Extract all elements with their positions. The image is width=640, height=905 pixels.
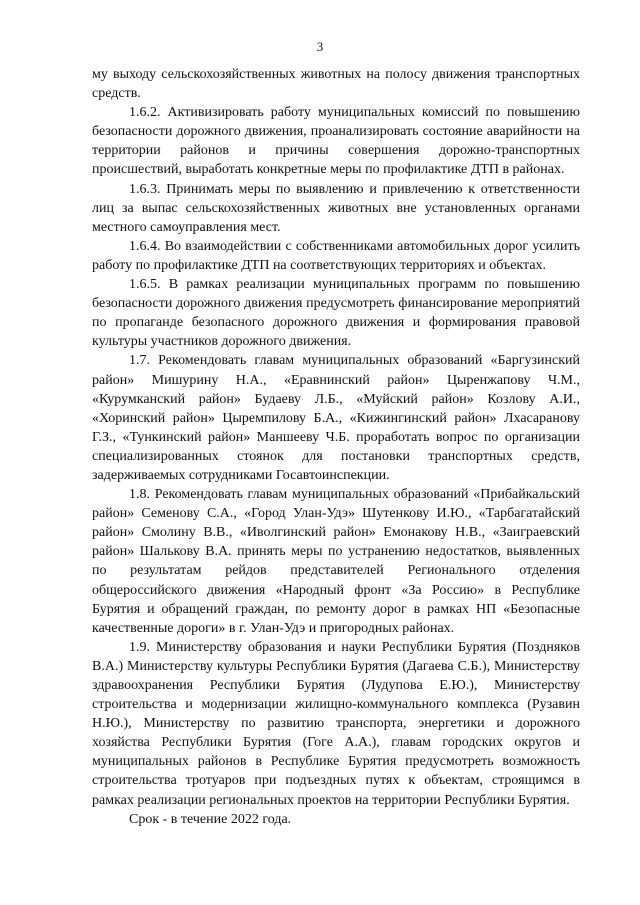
document-body (92, 65, 580, 829)
paragraph-1-8: 1.8. Рекомендовать главам муниципальных образований «Прибайкальский район» Семенову С.А., «Город Улан-Удэ» Шутенкову И.Ю., «Тарбагатайский район» Смолину В.В., «Иволгинский район» Емонакову Н.В., «Заиграевский район» Шалькову В.А. принять меры по устранению недостатков, выявленных по результатам рейдов представителей Регионального отделения общероссийского движения «Народный фронт «За Россию» в Республике Бурятия и обращений граждан, по ремонту дорог в рамках НП «Безопасные качественные дороги» в г. Улан-Удэ и пригородных районах. (92, 487, 580, 636)
paragraph-continuation: му выходу сельскохозяйственных животных на полосу движения транспортных средств. (92, 67, 580, 102)
paragraph-1-9: 1.9. Министерству образования и науки Республики Бурятия (Поздняков В.А.) Министерству культуры Республики Бурятия (Дагаева С.Б.), Министерству здравоохранения Республики Бурятия (Лудупова Е.Ю.), Министерству строительства и модернизации жилищно-коммунального комплекса (Рузавин Н.Ю.), Министерству по развитию транспорта, энергетики и дорожного хозяйства Республики Бурятия (Гоге А.А.), главам городских округов и муниципальных районов в Республике Бурятия предусмотреть возможность строительства тротуаров при подъездных путях к объектам, строящимся в рамках реализации региональных проектов на территории Республики Бурятия. (92, 639, 580, 808)
deadline-line: Срок - в течение 2022 года. (129, 811, 292, 827)
page-number: 3 (316, 39, 324, 54)
paragraph-1-6-3: 1.6.3. Принимать меры по выявлению и привлечению к ответственности лиц за выпас сельскохозяйственных животных вне установленных органами местного самоуправления мест. (92, 181, 580, 235)
paragraph-1-7: 1.7. Рекомендовать главам муниципальных образований «Баргузинский район» Мишурину Н.А., «Еравнинский район» Цыренжапову Ч.М., «Курумканский район» Будаеву Л.Б., «Муйский район» Козлову А.И., «Хоринский район» Цыремпилову Б.А., «Кижингинский район» Лхасаранову Г.З., «Тункинский район» Маншееву Ч.Б. проработать вопрос по организации специализированных стоянок для постановки транспортных средств, задерживаемых сотрудниками Госавтоинспекции. (92, 353, 580, 483)
paragraph-1-6-2: 1.6.2. Активизировать работу муниципальных комиссий по повышению безопасности дорожного движения, проанализировать состояние аварийности на территории районов и причины совершения дорожно-транспортных происшествий, выработать конкретные меры по профилактике ДТП в районах. (92, 105, 580, 178)
paragraph-1-6-5: 1.6.5. В рамках реализации муниципальных программ по повышению безопасности дорожного движения предусмотреть финансирование мероприятий по пропаганде безопасного дорожного движения и формирования правовой культуры участников дорожного движения. (92, 277, 580, 350)
paragraph-1-6-4: 1.6.4. Во взаимодействии с собственниками автомобильных дорог усилить работу по профилактике ДТП на соответствующих территориях и объектах. (92, 238, 580, 273)
